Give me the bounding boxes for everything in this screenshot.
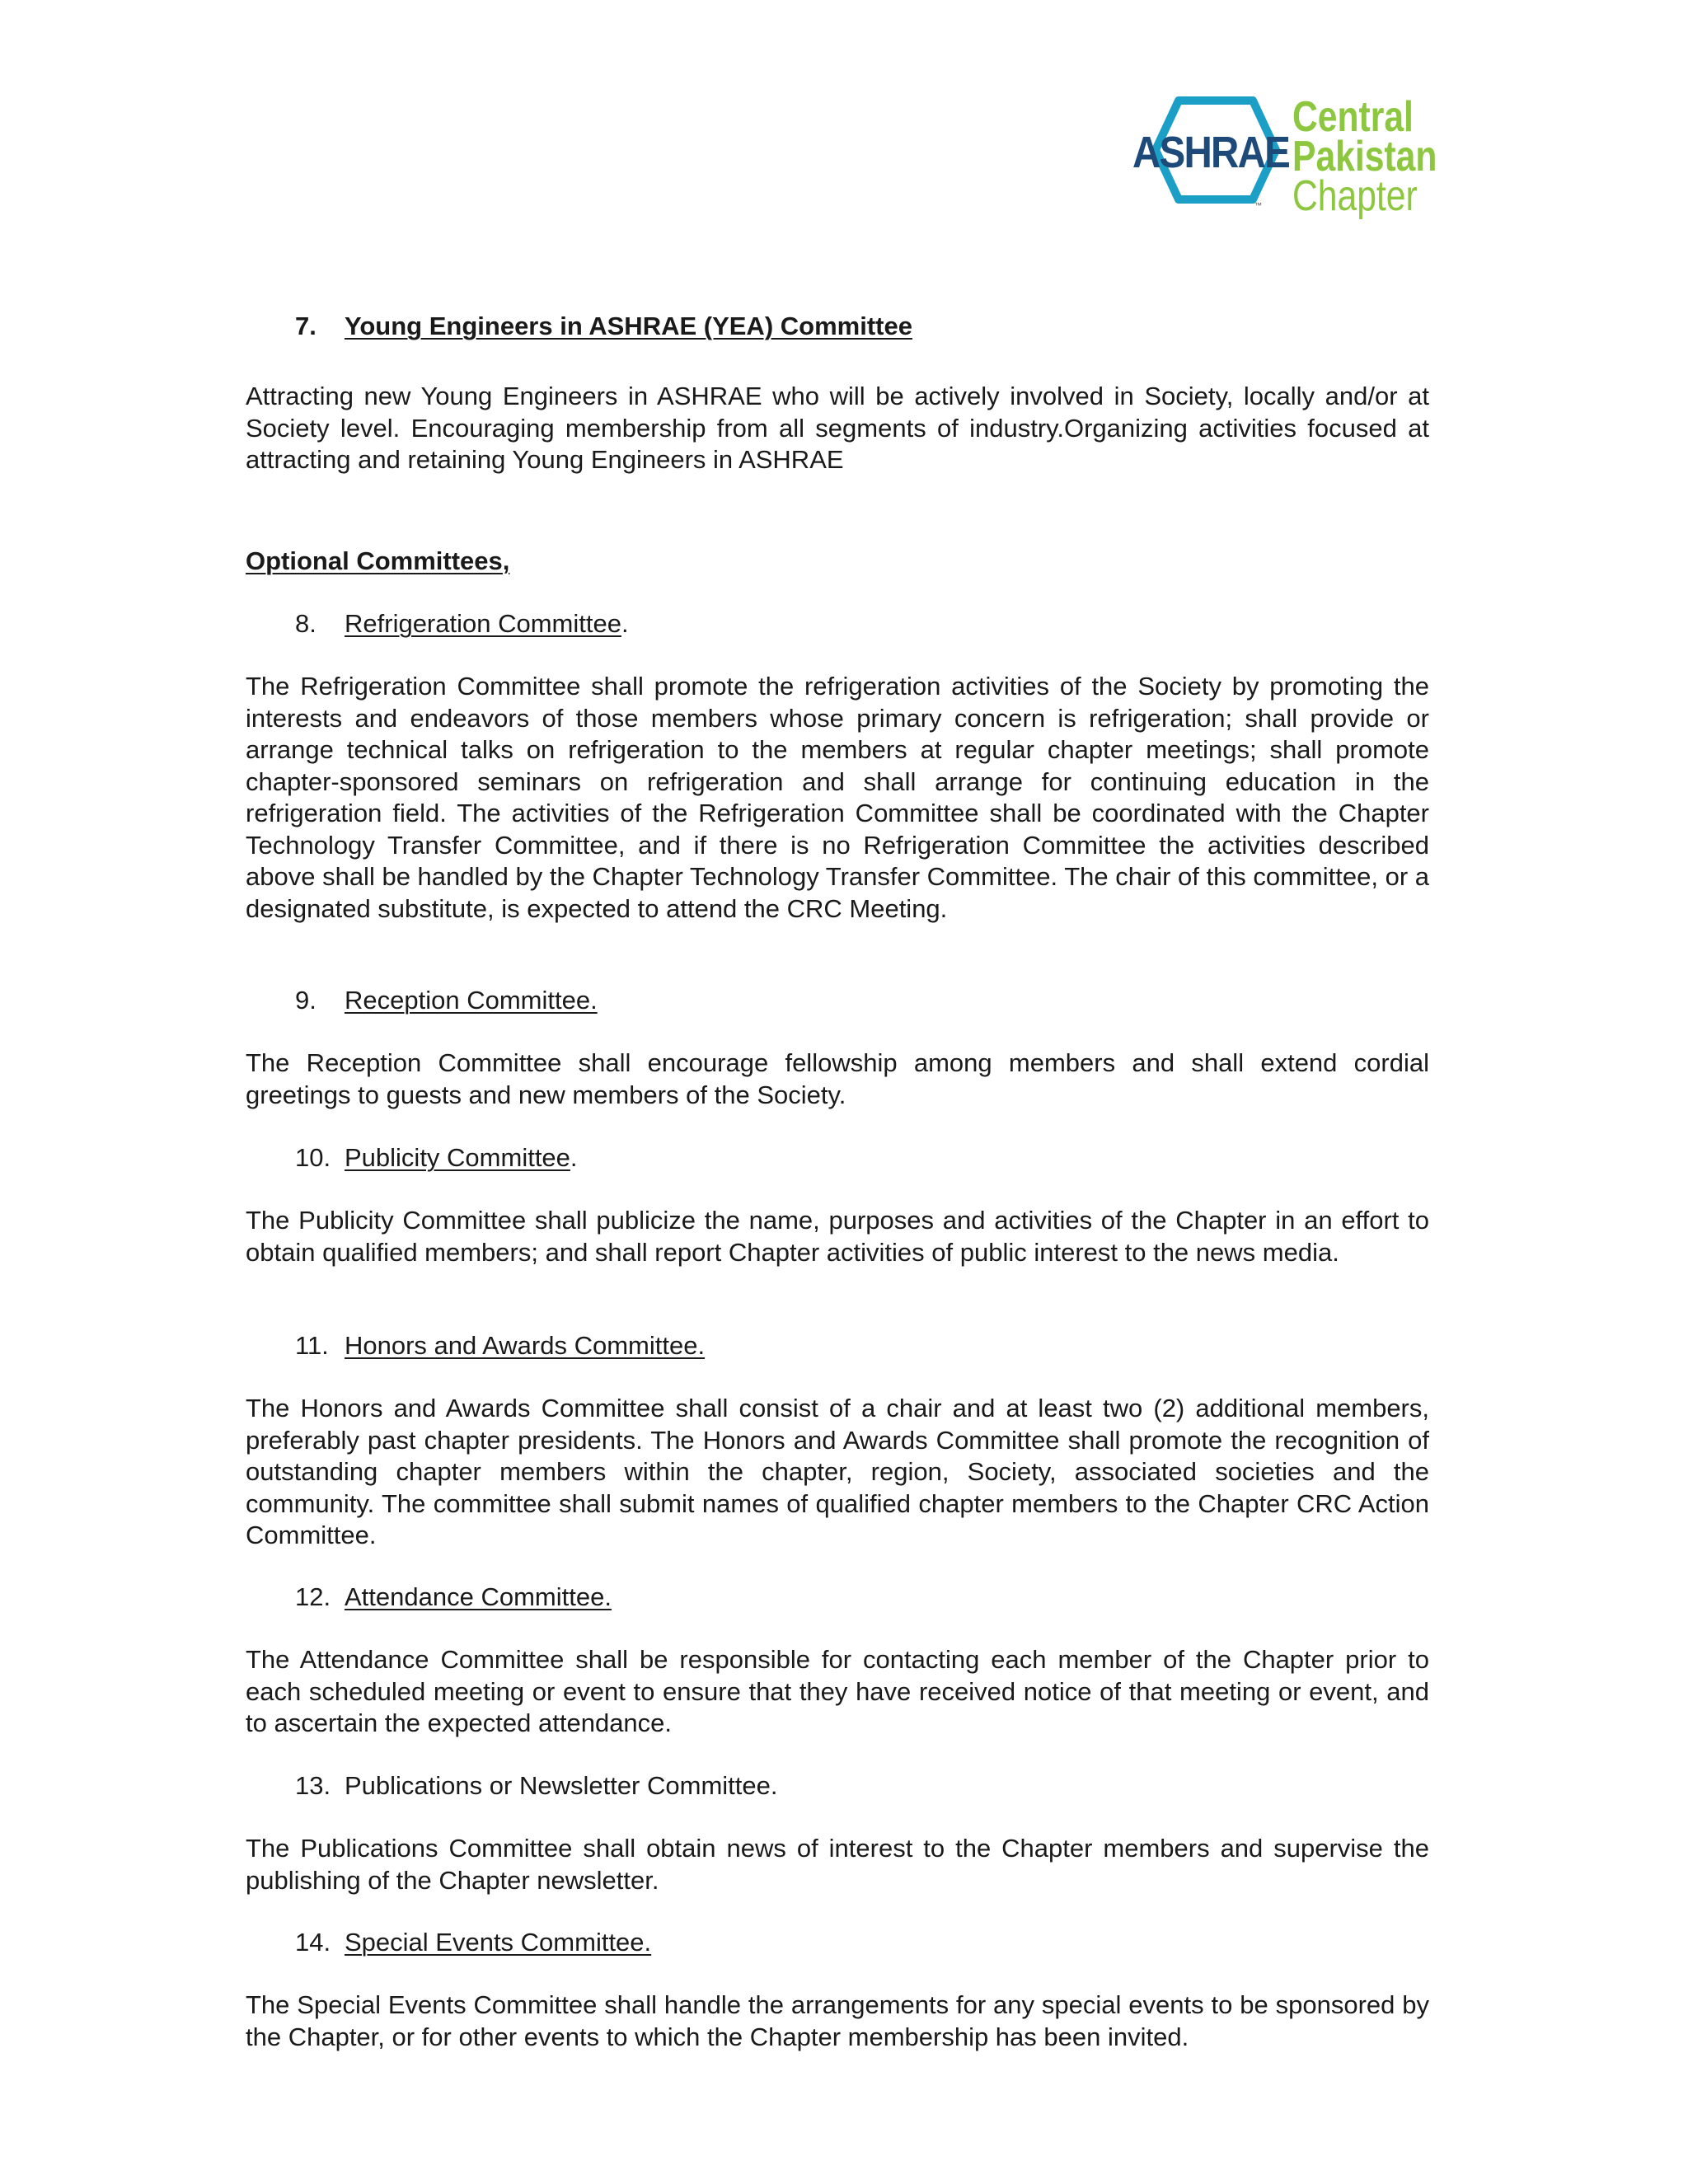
section-9-title: Reception Committee. xyxy=(345,986,598,1015)
section-10-body: The Publicity Committee shall publicize the name, purposes and activities of the Chapter in an effort to obtain qualified members; and shall report Chapter activities of public interest to the news media. xyxy=(246,1206,1429,1267)
logo-line-pakistan: Pakistan xyxy=(1292,133,1437,180)
section-11-body: The Honors and Awards Committee shall consist of a chair and at least two (2) additional members, preferably past chapter presidents. The Honors and Awards Committee shall promote the recognition of outstanding chapter members within the chapter, region, Society, associated societies and the community. The committee shall submit names of qualified chapter members to the Chapter CRC Action Committee. xyxy=(246,1394,1429,1549)
logo-line-central: Central xyxy=(1292,93,1414,141)
section-10-title-suffix: . xyxy=(570,1143,578,1172)
section-14-title: Special Events Committee. xyxy=(345,1928,652,1957)
section-10-title-line xyxy=(345,1142,578,1174)
section-7-title: Young Engineers in ASHRAE (YEA) Committee xyxy=(345,312,912,340)
section-14-body: The Special Events Committee shall handle the arrangements for any special events to be sponsored by the Chapter, or for other events to which the Chapter membership has been invited. xyxy=(246,1990,1429,2051)
section-9-number: 9. xyxy=(295,986,316,1015)
section-13-title: Publications or Newsletter Committee. xyxy=(345,1771,778,1800)
section-8-title-suffix: . xyxy=(621,609,629,638)
section-14-number: 14. xyxy=(295,1928,331,1957)
section-8-title: Refrigeration Committee xyxy=(345,609,621,638)
section-12-number: 12. xyxy=(295,1582,331,1611)
section-10-number: 10. xyxy=(295,1143,331,1172)
section-7-number: 7. xyxy=(295,312,316,340)
section-13-number: 13. xyxy=(295,1771,331,1800)
logo-brand-text: ASHRAE xyxy=(1132,128,1290,177)
ashrae-central-pakistan-chapter-logo xyxy=(1129,92,1442,224)
section-7-body: Attracting new Young Engineers in ASHRAE who will be actively involved in Society, locally and/or at Society level. Encouraging membership from all segments of industry.Organizing activities focused at attracting and retaining Young Engineers in ASHRAE xyxy=(246,382,1429,474)
logo-line-chapter: Chapter xyxy=(1292,172,1418,220)
section-11-title: Honors and Awards Committee. xyxy=(345,1331,706,1360)
section-13-body: The Publications Committee shall obtain news of interest to the Chapter members and supervise the publishing of the Chapter newsletter. xyxy=(246,1834,1429,1895)
section-8-body: The Refrigeration Committee shall promote the refrigeration activities of the Society by promoting the interests and endeavors of those members whose primary concern is refrigeration; shall provide or arrange technical talks on refrigeration to the members at regular chapter meetings; shall promote chapter-sponsored seminars on refrigeration and shall arrange for continuing education in the refrigeration field. The activities of the Refrigeration Committee shall be coordinated with the Chapter Technology Transfer Committee, and if there is no Refrigeration Committee the activities described above shall be handled by the Chapter Technology Transfer Committee. The chair of this committee, or a designated substitute, is expected to attend the CRC Meeting. xyxy=(246,672,1429,923)
section-12-body: The Attendance Committee shall be responsible for contacting each member of the Chapter prior to each scheduled meeting or event to ensure that they have received notice of that meeting or event, and to ascertain the expected attendance. xyxy=(246,1645,1429,1737)
logo-trademark: ™ xyxy=(1254,201,1262,209)
section-11-number: 11. xyxy=(295,1331,329,1360)
section-8-number: 8. xyxy=(295,609,316,638)
section-10-title: Publicity Committee xyxy=(345,1143,570,1172)
optional-committees-heading: Optional Committees, xyxy=(246,546,510,575)
section-8-title-line xyxy=(345,608,629,640)
section-9-body: The Reception Committee shall encourage fellowship among members and shall extend cordial greetings to guests and new members of the Society. xyxy=(246,1048,1429,1109)
section-12-title: Attendance Committee. xyxy=(345,1582,612,1611)
